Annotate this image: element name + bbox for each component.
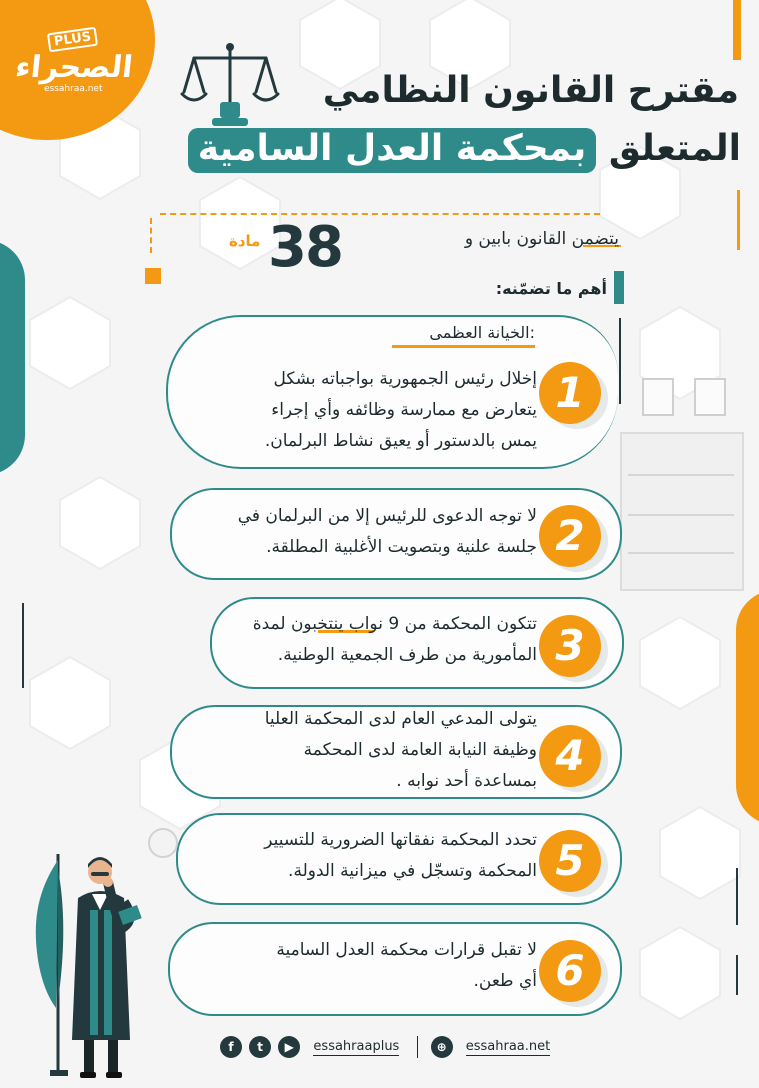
item-3-text [253, 609, 537, 671]
facebook-icon[interactable]: f [220, 1036, 242, 1058]
item-number-4: 4 [539, 725, 601, 787]
website-link[interactable]: essahraa.net [465, 1038, 551, 1054]
item-3-line-1: تتكون المحكمة من 9 نواب ينتخبون لمدة [252, 614, 537, 634]
subheading-underline [392, 345, 535, 348]
orange-accent-line [737, 190, 740, 250]
item-2-line-1: لا توجه الدعوى للرئيس إلا من البرلمان في [237, 506, 537, 526]
item-6-text [276, 935, 537, 997]
accent-line [736, 955, 738, 995]
intro-text: يتضمن القانون بابين و [464, 229, 619, 249]
logo-name: الصحراء [13, 50, 135, 85]
item-6-line-2: أي طعن. [473, 971, 537, 991]
item-number-5: 5 [539, 830, 601, 892]
item-number-1: 1 [539, 362, 601, 424]
accent-line [736, 868, 738, 925]
wall-frame [642, 378, 674, 416]
item-1-line-2: يتعارض مع ممارسة وظائفه وأي إجراء [271, 400, 537, 420]
item-number-3: 3 [539, 615, 601, 677]
item-number-6: 6 [539, 940, 601, 1002]
teal-side-shape [0, 240, 25, 475]
item-1-subheading: :الخيانة العظمى [429, 323, 535, 342]
item-2-text [238, 501, 537, 563]
judge-illustration [28, 850, 168, 1082]
orange-accent-bar [733, 0, 741, 60]
orange-square [145, 268, 161, 284]
social-handle-link[interactable]: essahraaplus [313, 1038, 400, 1054]
section-title: أهم ما تضمّنه: [495, 279, 607, 298]
articles-unit: مادة [229, 232, 261, 250]
dashed-divider [160, 213, 600, 215]
item-4-text [265, 704, 537, 797]
footer-separator [417, 1036, 418, 1058]
dashed-divider-vertical [150, 218, 152, 253]
item-4-line-3: بمساعدة أحد نوابه . [396, 771, 537, 791]
item-5-line-1: تحدد المحكمة نفقاتها الضرورية للتسيير [264, 830, 537, 850]
footer [220, 1036, 556, 1064]
item-5-line-2: المحكمة وتسجّل في ميزانية الدولة. [288, 861, 537, 881]
item-4-line-2: وظيفة النيابة العامة لدى المحكمة [303, 740, 537, 760]
item-4-line-1: يتولى المدعي العام لدى المحكمة العليا [264, 709, 537, 729]
articles-count: 38 [268, 215, 342, 280]
page-title-line2 [188, 128, 741, 169]
web-icon[interactable]: ⊕ [431, 1036, 453, 1058]
item-number-2: 2 [539, 505, 601, 567]
item-3-line-2: المأمورية من طرف الجمعية الوطنية. [277, 645, 537, 665]
item-1-line-1: إخلال رئيس الجمهورية بواجباته بشكل [273, 369, 537, 389]
title-plain-part: المتعلق [608, 128, 741, 169]
item-1-line-3: يمس بالدستور أو يعيق نشاط البرلمان. [264, 431, 537, 451]
item-5-text [264, 825, 537, 887]
logo-plus: PLUS [47, 27, 98, 53]
wall-frame [694, 378, 726, 416]
accent-line [22, 603, 24, 688]
title-highlight: بمحكمة العدل السامية [188, 128, 597, 173]
scales-of-justice-icon [180, 40, 280, 132]
youtube-icon[interactable]: ▶ [278, 1036, 300, 1058]
item-6-line-1: لا تقبل قرارات محكمة العدل السامية [276, 940, 537, 960]
accent-line [619, 318, 621, 404]
item-2-line-2: جلسة علنية وبتصويت الأغلبية المطلقة. [266, 537, 537, 557]
page-title-line1: مقترح القانون النظامي [322, 70, 739, 111]
logo-domain: essahraa.net [44, 84, 103, 94]
twitter-icon[interactable]: t [249, 1036, 271, 1058]
orange-side-shape [736, 590, 759, 825]
section-title-bar [614, 271, 624, 304]
item-1-text [265, 364, 537, 457]
bookshelf [620, 432, 744, 591]
